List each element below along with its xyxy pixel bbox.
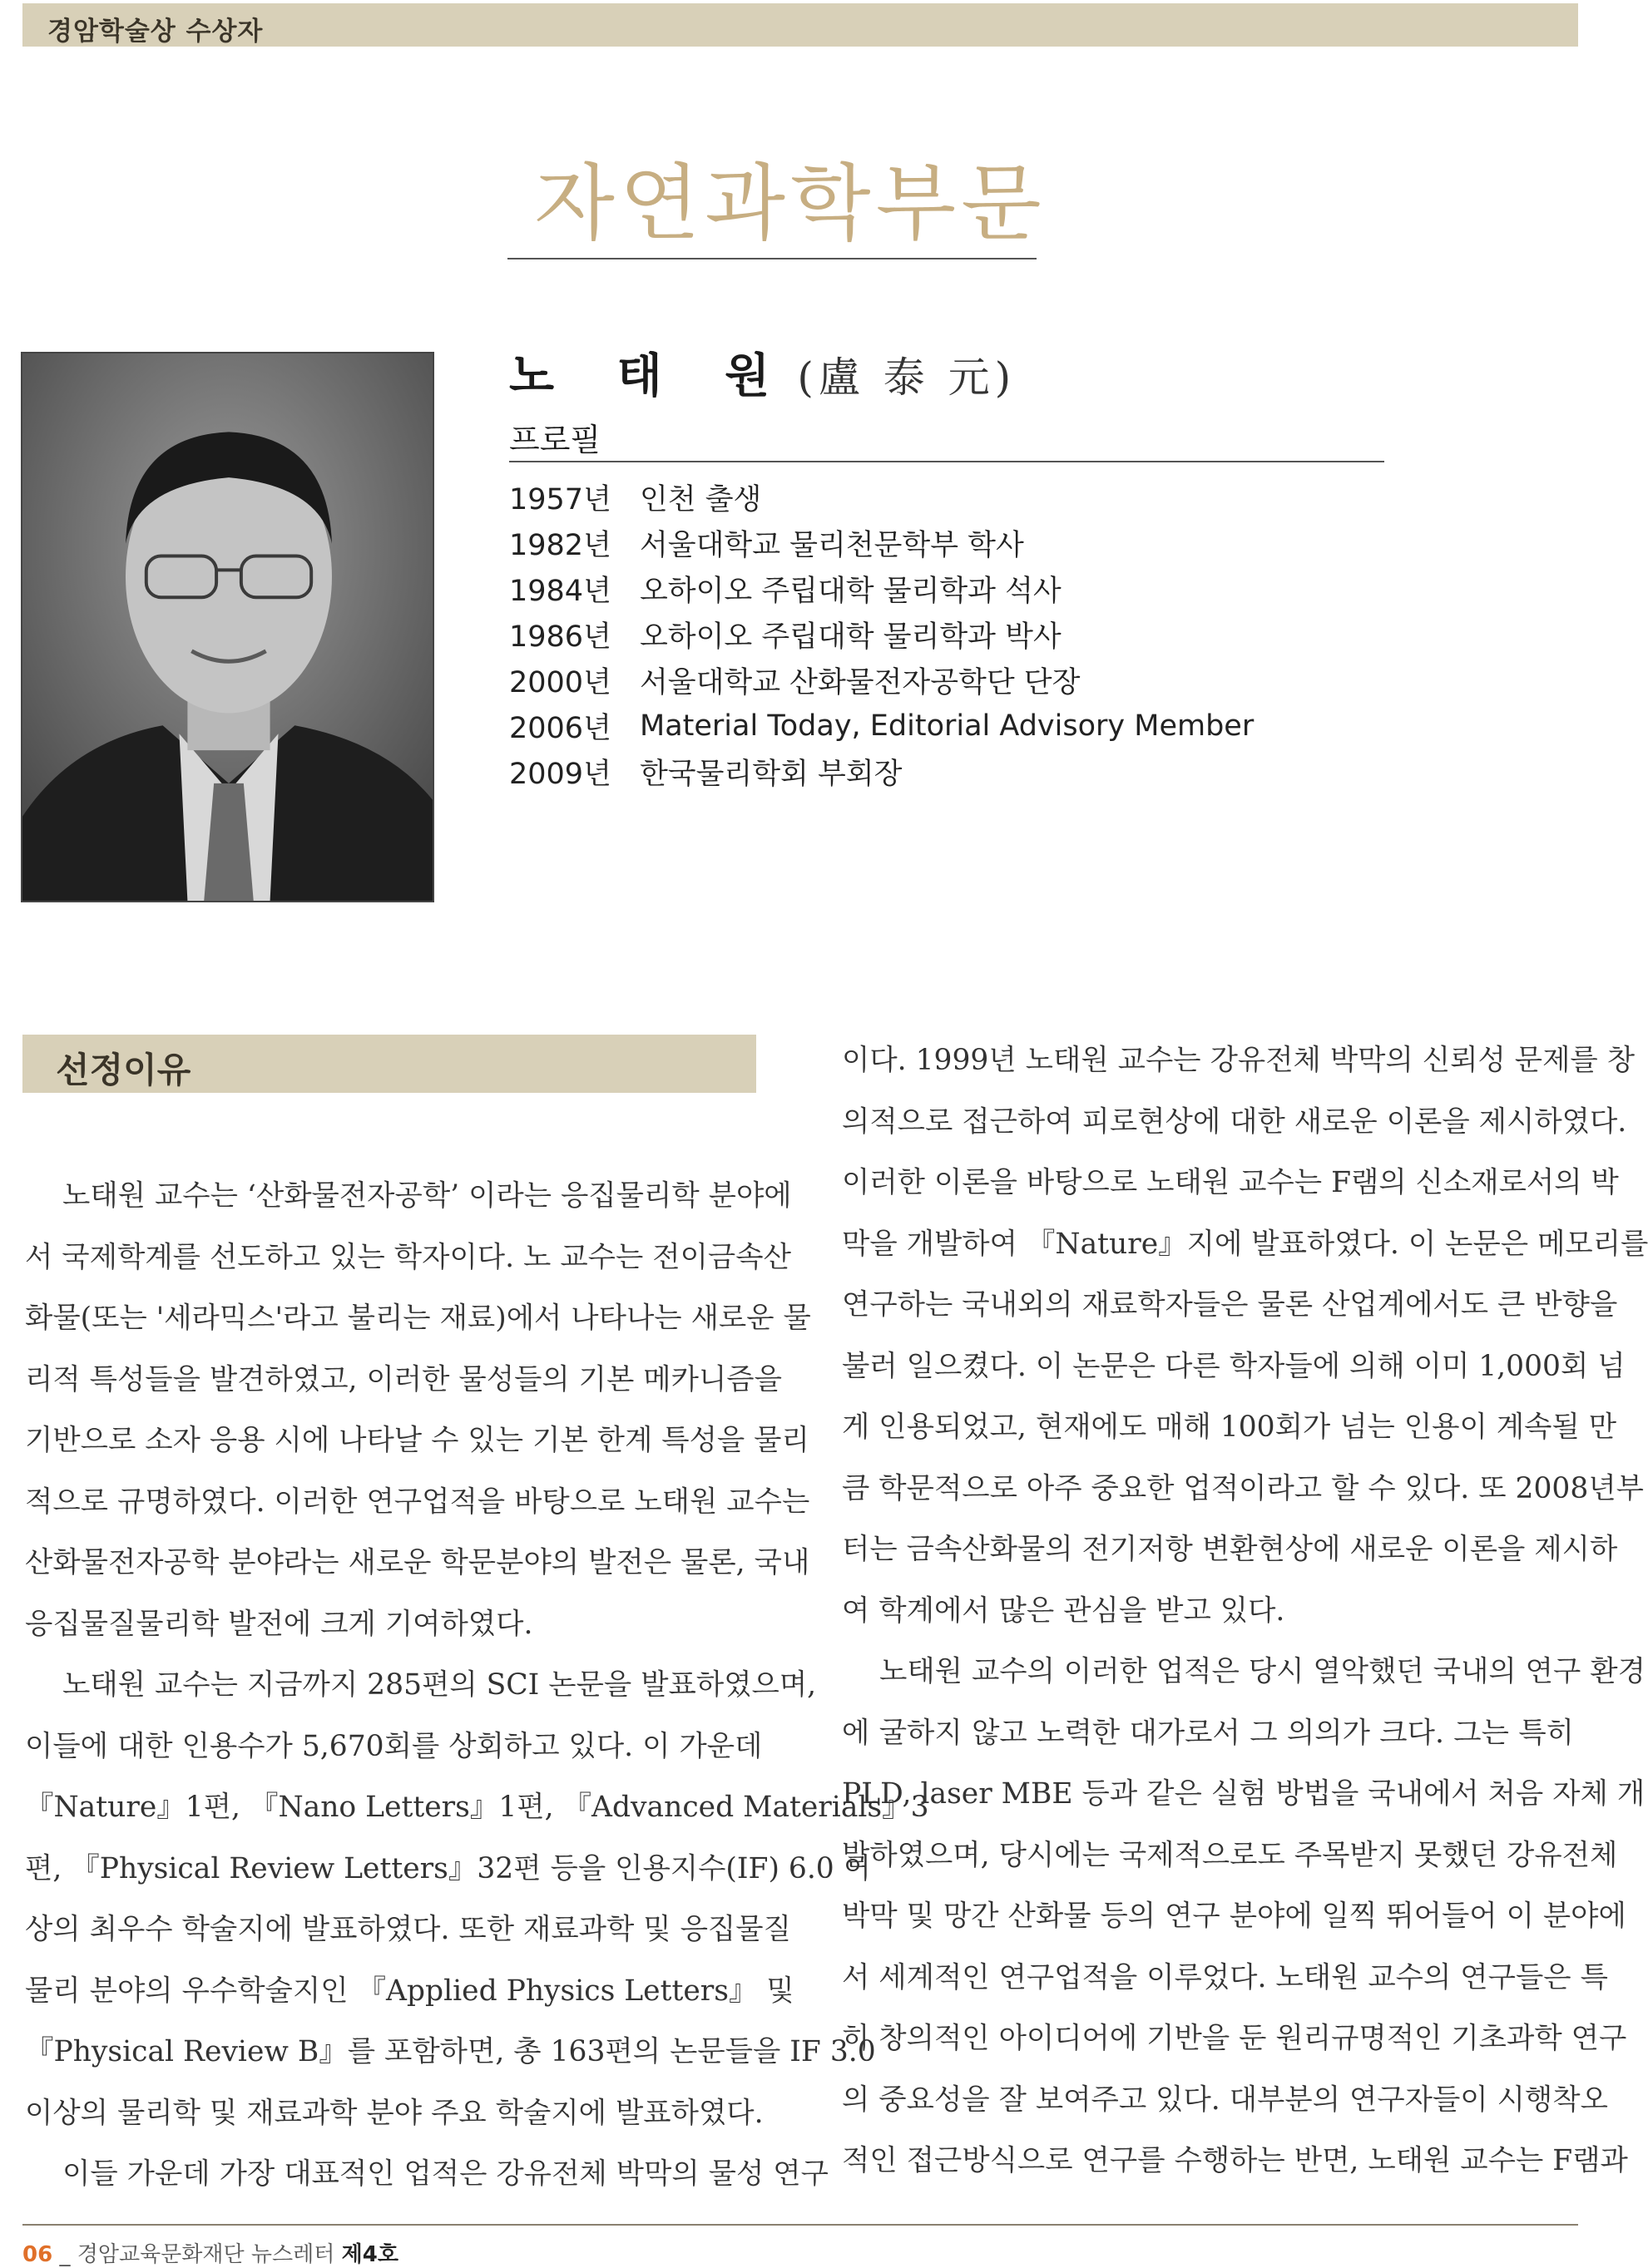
body-line: 서 세계적인 연구업적을 이루었다. 노태원 교수의 연구들은 특 (842, 1960, 1608, 1994)
timeline-row (509, 520, 1424, 566)
body-line: 『Nature』1편, 『Nano Letters』1편, 『Advanced Materials』3 (25, 1791, 929, 1824)
timeline-row (509, 474, 1424, 520)
body-line: 응집물질물리학 발전에 크게 기여하였다. (25, 1607, 533, 1641)
section-title: 자연과학부문 (534, 155, 1047, 252)
reason-heading-bar (22, 1035, 756, 1093)
laureate-name-row (509, 339, 1017, 403)
body-line: 발하였으며, 당시에는 국제적으로도 주목받지 못했던 강유전체 (842, 1838, 1618, 1872)
timeline-row (509, 703, 1424, 749)
body-line: 연구하는 국내외의 재료학자들은 물론 산업계에서도 큰 반향을 (842, 1288, 1618, 1322)
header-category: 경암학술상 수상자 (47, 17, 264, 47)
timeline-text: 한국물리학회 부회장 (640, 757, 903, 791)
laureate-portrait (21, 352, 434, 902)
timeline-text: 인천 출생 (640, 482, 762, 516)
timeline-text: 오하이오 주립대학 물리학과 석사 (640, 574, 1062, 608)
reason-heading: 선정이유 (56, 1050, 191, 1090)
body-line: 리적 특성들을 발견하였고, 이러한 물성들의 기본 메카니즘을 (25, 1362, 782, 1396)
body-line: 노태원 교수의 이러한 업적은 당시 열악했던 국내의 연구 환경 (879, 1655, 1646, 1688)
title-divider (507, 258, 1037, 259)
issue-number: 제4호 (341, 2242, 398, 2267)
body-line: 막을 개발하여 『Nature』지에 발표하였다. 이 논문은 메모리를 (842, 1227, 1648, 1261)
body-line: 물리 분야의 우수학술지인 『Applied Physics Letters』 및 (25, 1974, 794, 2008)
body-line: 편, 『Physical Review Letters』32편 등을 인용지수(IF) 6.0 이 (25, 1851, 872, 1885)
timeline-text: 서울대학교 물리천문학부 학사 (640, 528, 1024, 562)
body-line: 화물(또는 '세라믹스'라고 불리는 재료)에서 나타나는 새로운 물 (25, 1302, 811, 1335)
body-line: 게 인용되었고, 현재에도 매해 100회가 넘는 인용이 계속될 만 (842, 1411, 1617, 1444)
timeline-year: 2000년 (509, 665, 611, 699)
body-line: 여 학계에서 많은 관심을 받고 있다. (842, 1594, 1285, 1628)
publication-name: 경암교육문화재단 뉴스레터 (77, 2242, 342, 2267)
header-band (22, 3, 1578, 47)
page-number: 06 (22, 2242, 53, 2267)
body-line: 큼 학문적으로 아주 중요한 업적이라고 할 수 있다. 또 2008년부 (842, 1471, 1644, 1505)
timeline-text: Material Today, Editorial Advisory Member (640, 709, 1255, 743)
body-line: 적으로 규명하였다. 이러한 연구업적을 바탕으로 노태원 교수는 (25, 1485, 810, 1519)
body-line: 의 중요성을 잘 보여주고 있다. 대부분의 연구자들이 시행착오 (842, 2083, 1608, 2117)
timeline-text: 서울대학교 산화물전자공학단 단장 (640, 665, 1081, 699)
timeline-year: 1986년 (509, 620, 611, 654)
body-line: 박막 및 망간 산화물 등의 연구 분야에 일찍 뛰어들어 이 분야에 (842, 1900, 1626, 1933)
body-line: 히 창의적인 아이디어에 기반을 둔 원리규명적인 기초과학 연구 (842, 2022, 1627, 2055)
timeline-row (509, 657, 1424, 703)
timeline-year: 1957년 (509, 482, 611, 516)
body-column-right (842, 1035, 1648, 2197)
timeline-row (509, 566, 1424, 611)
body-line: 이상의 물리학 및 재료과학 분야 주요 학술지에 발표하였다. (25, 2096, 764, 2130)
body-line: 에 굴하지 않고 노력한 대가로서 그 의의가 크다. 그는 특히 (842, 1716, 1574, 1750)
timeline-row (509, 749, 1424, 794)
body-line: 불러 일으켰다. 이 논문은 다른 학자들에 의해 이미 1,000회 넘 (842, 1349, 1626, 1383)
timeline-year: 1982년 (509, 528, 611, 562)
body-column-left (25, 1171, 929, 2211)
timeline-row (509, 611, 1424, 657)
body-line: 상의 최우수 학술지에 발표하였다. 또한 재료과학 및 응집물질 (25, 1913, 791, 1946)
body-line: 이러한 이론을 바탕으로 노태원 교수는 F램의 신소재로서의 박 (842, 1166, 1619, 1199)
body-line: 적인 접근방식으로 연구를 수행하는 반면, 노태원 교수는 F램과 (842, 2144, 1628, 2177)
timeline-year: 2006년 (509, 711, 611, 745)
body-line: 이들에 대한 인용수가 5,670회를 상회하고 있다. 이 가운데 (25, 1729, 763, 1763)
body-line: 터는 금속산화물의 전기저항 변환현상에 새로운 이론을 제시하 (842, 1533, 1618, 1566)
body-line: 이들 가운데 가장 대표적인 업적은 강유전체 박막의 물성 연구 (62, 2157, 829, 2191)
laureate-name: 노 태 원 (509, 349, 794, 403)
profile-timeline (509, 474, 1424, 794)
body-line: 노태원 교수는 ‘산화물전자공학’ 이라는 응집물리학 분야에 (62, 1179, 792, 1213)
timeline-year: 1984년 (509, 574, 611, 608)
footer-separator: _ (52, 2242, 77, 2267)
footer-divider (22, 2224, 1578, 2226)
footer (22, 2237, 398, 2268)
body-line: 『Physical Review B』를 포함하면, 총 163편의 논문들을 IF 3.0 (25, 2035, 876, 2068)
profile-divider (509, 461, 1384, 462)
body-line: 기반으로 소자 응용 시에 나타날 수 있는 기본 한계 특성을 물리 (25, 1424, 809, 1457)
body-line: 산화물전자공학 분야라는 새로운 학문분야의 발전은 물론, 국내 (25, 1546, 810, 1579)
body-line: PLD, laser MBE 등과 같은 실험 방법을 국내에서 처음 자체 개 (842, 1777, 1646, 1811)
body-line: 서 국제학계를 선도하고 있는 학자이다. 노 교수는 전이금속산 (25, 1240, 791, 1274)
timeline-text: 오하이오 주립대학 물리학과 박사 (640, 620, 1062, 654)
laureate-name-hanja: (盧 泰 元) (797, 353, 1017, 402)
timeline-year: 2009년 (509, 757, 611, 791)
portrait-photo (22, 353, 433, 901)
profile-label: 프로필 (509, 422, 601, 458)
body-line: 이다. 1999년 노태원 교수는 강유전체 박막의 신뢰성 문제를 창 (842, 1044, 1636, 1077)
body-line: 의적으로 접근하여 피로현상에 대한 새로운 이론을 제시하였다. (842, 1104, 1627, 1139)
body-line: 노태원 교수는 지금까지 285편의 SCI 논문을 발표하였으며, (62, 1668, 817, 1702)
